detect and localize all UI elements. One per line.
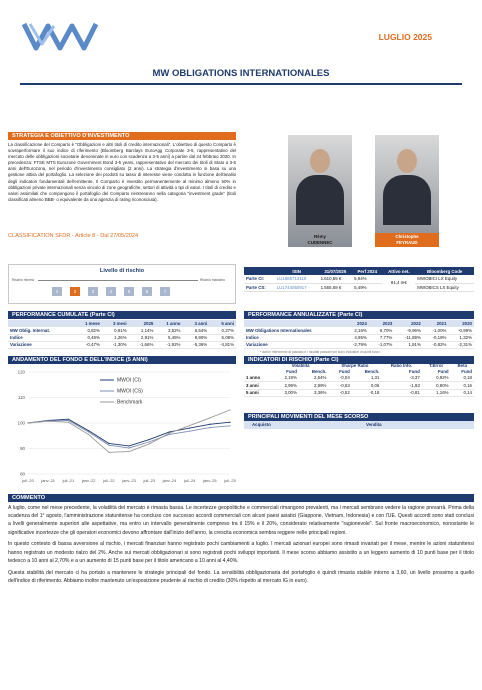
series-point bbox=[48, 421, 49, 422]
table-cell: -0,53 bbox=[328, 382, 351, 390]
series-point bbox=[108, 443, 109, 444]
table-cell: 5,08% bbox=[209, 334, 236, 341]
table-cell: 6,70% bbox=[369, 327, 395, 334]
logo-mark bbox=[20, 18, 100, 54]
column-header: 2021 bbox=[423, 320, 449, 327]
table-cell: -0,47% bbox=[74, 341, 102, 348]
table-cell: -2,79% bbox=[343, 341, 369, 348]
table-cell: 0,82% bbox=[74, 327, 102, 334]
table-cell: -0,99% bbox=[448, 327, 474, 334]
series-point bbox=[189, 431, 190, 432]
x-tick-label: juil.-23 bbox=[143, 478, 155, 483]
series-point bbox=[128, 445, 129, 446]
series-point bbox=[189, 425, 190, 426]
table-cell: -11,89% bbox=[394, 334, 423, 341]
row-label: Variazione bbox=[8, 341, 74, 348]
performance-chart bbox=[8, 364, 236, 488]
manager-name-2: Christophe FEYRAUD bbox=[375, 233, 439, 247]
column-header: Bench. bbox=[364, 368, 380, 374]
table-cell: 0,06 bbox=[352, 382, 382, 390]
table-cell: 1,91% bbox=[394, 341, 423, 348]
perf-value: 5,49% bbox=[352, 283, 382, 291]
row-label: MW Oblig. Internat. bbox=[8, 327, 74, 334]
table-row bbox=[244, 275, 474, 283]
table-row bbox=[8, 334, 236, 341]
table-cell: 2,99% bbox=[273, 382, 299, 390]
table-cell: 1,14% bbox=[129, 327, 156, 334]
table-cell: 2,91% bbox=[129, 334, 156, 341]
table-cell: 0,14 bbox=[451, 389, 474, 397]
share-class-table bbox=[244, 267, 474, 292]
table-cell: -0,52 bbox=[328, 389, 351, 397]
x-tick-label: janv.-22 bbox=[81, 478, 96, 483]
series-point bbox=[209, 424, 210, 425]
isin-code: LU1665713110 bbox=[275, 275, 319, 283]
table-cell: 1,31 bbox=[352, 374, 382, 382]
risk-level-5: 5 bbox=[124, 287, 134, 296]
column-group: Volatilità bbox=[291, 362, 310, 368]
past-performance-note: * dati in riferimento al passato e i risultati passati non sono indicatori di quelli futuri. bbox=[260, 350, 381, 354]
x-tick-label: janv.-23 bbox=[122, 478, 136, 483]
table-cell: 0,49% bbox=[74, 334, 102, 341]
series-point bbox=[88, 431, 89, 432]
table-cell: -1,93 bbox=[381, 382, 421, 390]
column-header bbox=[8, 320, 74, 327]
column-group: T.Error bbox=[429, 362, 444, 368]
sell-column-label: Vendita bbox=[366, 422, 382, 427]
manager-photo-1 bbox=[288, 135, 352, 247]
x-tick-label: juil.-21 bbox=[62, 478, 75, 483]
risk-level-7: 7 bbox=[160, 287, 170, 296]
x-tick-label: janv.-21 bbox=[41, 478, 55, 483]
column-header: 2025 bbox=[129, 320, 156, 327]
table-cell: -0,04 bbox=[328, 374, 351, 382]
column-header: Fund bbox=[409, 368, 420, 374]
risk-min-label: Rischio minimo bbox=[12, 278, 35, 282]
x-tick-label: juil.-22 bbox=[103, 478, 115, 483]
x-tick-label: juil.-20 bbox=[22, 478, 34, 483]
report-date: LUGLIO 2025 bbox=[378, 32, 432, 42]
risk-scale bbox=[52, 287, 182, 296]
nav-value: 1.565,68 € bbox=[319, 283, 353, 291]
column-group: Beta bbox=[457, 362, 468, 368]
series-point bbox=[209, 417, 210, 418]
cumulative-perf-heading: PERFORMANCE CUMULATE (Parte CI) bbox=[8, 311, 236, 319]
table-cell: 1,16% bbox=[422, 389, 451, 397]
comment-text bbox=[8, 504, 474, 589]
table-cell: 3,52% bbox=[155, 327, 182, 334]
series-point bbox=[88, 434, 89, 435]
bloomberg-code: MWOBICI LX Equity bbox=[415, 275, 474, 283]
series-point bbox=[169, 433, 170, 434]
bloomberg-code: MWOBICS LX Equity bbox=[415, 283, 474, 291]
row-label: MW Obligations Internationales bbox=[244, 327, 343, 334]
series-point bbox=[189, 428, 190, 429]
series-point bbox=[88, 430, 89, 431]
company-logo bbox=[20, 18, 100, 54]
legend-label: MWOI (CS) bbox=[117, 388, 143, 395]
share-class-label: Parte CI: bbox=[244, 275, 275, 283]
cumulative-perf-table bbox=[8, 320, 236, 349]
series-point bbox=[229, 425, 230, 426]
row-label: 1 anno bbox=[244, 374, 273, 382]
comment-paragraph: In questo contesto di bassa avversione al rischio, i mercati finanziari hanno registrato pochi cambiamenti a luglio. I mercati azionari europei sono rimasti invariati per il mese, mentre le azioni statunitensi hanno registrato un modesto rialzo del 2%. Anche sui mercati obbligazionari si sono registrati pochi sviluppi importanti. Il mese scorso abbiamo assistito a un leggero aumento di 10 punti base per il titolo tedesco a 10 anni al 2,70% e a un aumento di 15 punti base per il titolo americano a 10 anni al 4,40%. bbox=[8, 541, 474, 564]
table-cell: -1,66% bbox=[129, 341, 156, 348]
table-cell: -0,18% bbox=[423, 334, 449, 341]
series-point bbox=[229, 409, 230, 410]
risk-level-6: 6 bbox=[142, 287, 152, 296]
table-row bbox=[244, 283, 474, 291]
table-cell: -1,07% bbox=[369, 341, 395, 348]
column-header: Fund bbox=[461, 368, 472, 374]
isin-col-nav: 31/07/2025 bbox=[319, 267, 353, 275]
table-cell: 1,32% bbox=[448, 334, 474, 341]
table-row bbox=[244, 327, 474, 334]
table-cell: -2,31% bbox=[448, 341, 474, 348]
column-header: Fund bbox=[339, 368, 350, 374]
table-cell: -1,00% bbox=[423, 327, 449, 334]
series-point bbox=[229, 422, 230, 423]
y-tick-label: 100 bbox=[17, 420, 25, 426]
table-cell: 0,92% bbox=[422, 374, 451, 382]
column-group: Ratio Info. bbox=[390, 362, 413, 368]
chart-heading: ANDAMENTO DEL FONDO E DELL'INDICE (5 ANNI) bbox=[8, 356, 236, 364]
risk-level-4: 4 bbox=[106, 287, 116, 296]
table-cell: -0,82% bbox=[423, 341, 449, 348]
table-row bbox=[244, 374, 474, 382]
isin-col-perf: Perf 2024 bbox=[352, 267, 382, 275]
annualized-perf-heading: PERFORMANCE ANNUALIZZATE (Parte CI) bbox=[244, 311, 474, 319]
table-cell: -1,30% bbox=[102, 341, 129, 348]
column-header bbox=[244, 320, 343, 327]
risk-level-2: 2 bbox=[70, 287, 80, 296]
table-row bbox=[244, 341, 474, 348]
y-tick-label: 120 bbox=[17, 369, 25, 375]
table-cell: 5,45% bbox=[155, 334, 182, 341]
isin-code: LU1744050917 bbox=[275, 283, 319, 291]
share-class-label: Parte CS: bbox=[244, 283, 275, 291]
table-cell: 4,95% bbox=[343, 334, 369, 341]
table-cell: 0,18 bbox=[451, 374, 474, 382]
table-cell: 0,16 bbox=[451, 382, 474, 390]
table-row bbox=[244, 389, 474, 397]
table-cell: -1,92% bbox=[155, 341, 182, 348]
x-tick-label: juil.-24 bbox=[183, 478, 196, 483]
nav-value: 1.610,55 € bbox=[319, 275, 353, 283]
table-cell: 2,54% bbox=[299, 374, 329, 382]
series-point bbox=[108, 452, 109, 453]
table-cell: 3,00% bbox=[273, 389, 299, 397]
table-cell: -0,81 bbox=[381, 389, 421, 397]
column-header: 2020 bbox=[448, 320, 474, 327]
column-header: 3 anni bbox=[182, 320, 209, 327]
risk-indicators-table bbox=[244, 362, 474, 397]
table-cell: 2,99% bbox=[299, 382, 329, 390]
series-point bbox=[68, 419, 69, 420]
series-point bbox=[149, 441, 150, 442]
column-header: Bench. bbox=[311, 368, 327, 374]
x-tick-label: janv.-25 bbox=[203, 478, 217, 483]
comment-heading: COMMENTO bbox=[8, 494, 474, 502]
column-header: Fund bbox=[286, 368, 297, 374]
series-point bbox=[27, 422, 28, 423]
comment-paragraph: Questa stabilità del mercato ci ha portato a mantenere le strategie principali del fondo. La sensibilità obbligazionaria del portafoglio è quindi rimasta stabile intorno a 3,60, un livello prossimo a quello dell'indice di riferimento. Abbiamo inoltre mantenuto un'esposizione prudente al rischio di credito (30% rispetto al mercato IG in euro). bbox=[8, 569, 474, 584]
chart-svg bbox=[8, 364, 236, 488]
table-cell: 0,90% bbox=[422, 382, 451, 390]
isin-col-isin: ISIN bbox=[275, 267, 319, 275]
column-header: 5 anni bbox=[209, 320, 236, 327]
x-tick-label: juil.-25 bbox=[224, 478, 236, 483]
column-header: 3 mesi bbox=[102, 320, 129, 327]
risk-level-3: 3 bbox=[88, 287, 98, 296]
row-label: 3 anni bbox=[244, 382, 273, 390]
manager-name-1: Rémy CUDENNEC bbox=[307, 234, 333, 245]
isin-col-code: Bloomberg Code bbox=[415, 267, 474, 275]
table-cell: -4,81% bbox=[209, 341, 236, 348]
table-cell: 9,90% bbox=[182, 334, 209, 341]
y-tick-label: 90 bbox=[20, 446, 25, 451]
table-cell: 2,16% bbox=[343, 327, 369, 334]
table-row bbox=[244, 382, 474, 390]
column-header: 2023 bbox=[369, 320, 395, 327]
series-point bbox=[169, 431, 170, 432]
column-header: 2022 bbox=[394, 320, 423, 327]
risk-indicators-heading: INDICATORI DI RISCHIO (Parte CI) bbox=[244, 356, 474, 364]
annualized-perf-table bbox=[244, 320, 474, 349]
table-cell: -3,37 bbox=[381, 374, 421, 382]
table-cell: 0,27% bbox=[209, 327, 236, 334]
series-point bbox=[68, 422, 69, 423]
isin-col-assets: Attivo net. bbox=[382, 267, 415, 275]
table-cell: -5,36% bbox=[182, 341, 209, 348]
table-cell: 2,19% bbox=[273, 374, 299, 382]
row-label: Indice bbox=[8, 334, 74, 341]
column-header: 1 anno bbox=[155, 320, 182, 327]
risk-level-title: Livello di rischio bbox=[99, 268, 145, 274]
y-tick-label: 80 bbox=[20, 471, 25, 477]
net-assets-value: 81,4 m€ bbox=[382, 275, 415, 291]
series-point bbox=[149, 439, 150, 440]
table-row bbox=[244, 334, 474, 341]
strategy-text: La classificazione del Comparto è "Obbligazioni e altri titoli di credito internazionali". L'obiettivo di questo Comparto è sovraperformare il suo indice di riferimento (Bloomberg Barclays EuroAgg Corporate 3-5, rappresentativo del mercato delle obbligazioni societarie denominate in euro con scadenza a 3-5 anni) a partire dal 24 febbraio 2020. In precedenza: FTSE MTS Eurozone Government Bond 3-5 years, rappresentativo del mercato dei titoli di Stato a 3-5 anni dell'Eurozona, nel periodo d'investimento consigliato (2 anni). La strategia d'investimento si basa su una gestione attiva del portafoglio. La selezione dei prodotti su tasso di interesse viene condotta in funzione dell'analisi degli indicatori fondamentali dell'emittente. Il Comparto è investito permanentemente al minimo almeno 50% in obbligazioni private internazionali senza vincolo di zone geografiche, settori di attività o tipi di valori. I titoli di credito e valori assimilati che compongono il portafoglio del Comparto rientreranno nella categoria "investment grade" (titoli classificati almeno BBB- o equivalente da una agenzia di rating riconosciuta). bbox=[8, 142, 236, 202]
column-header: 1 mese bbox=[74, 320, 102, 327]
comment-paragraph: A luglio, come nel mese precedente, la volatilità del mercato è rimasta bassa. Le incertezze geopolitiche e commerciali rimangono prevalenti, ma i mercati sembrano vedere la ragione prevarrà. Prima della scadenza del 1° agosto, l'amministrazione statunitense ha concluso con successo accordi commerciali con alcuni paesi asiatici (Giappone, Vietnam, Indonesia) e con l'UE. Questi accordi sono stati conclusi a livelli generalmente superiori alle aspettative, ma entro un intervallo generalmente compreso tra il 15% e il 20%, considerato relativamente "ragionevole". Sul fronte macroeconomico, nonostante le significative incertezze che gli operatori economici devono affrontare dall'inizio dell'anno, la crescita economica sembra reggere nelle principali regioni. bbox=[8, 505, 474, 536]
table-cell: 6,54% bbox=[182, 327, 209, 334]
table-cell: 7,77% bbox=[369, 334, 395, 341]
x-tick-label: janv.-24 bbox=[162, 478, 177, 483]
risk-scale-line bbox=[38, 280, 198, 281]
risk-level-1: 1 bbox=[52, 287, 62, 296]
strategy-heading: STRATEGIA E OBIETTIVO D'INVESTIMENTO bbox=[8, 132, 236, 140]
row-label: 5 anni bbox=[244, 389, 273, 397]
perf-value: 5,94% bbox=[352, 275, 382, 283]
table-cell: 0,91% bbox=[102, 327, 129, 334]
series-point bbox=[149, 443, 150, 444]
movers-columns bbox=[244, 421, 474, 429]
movers-heading: PRINCIPALI MOVIMENTI DEL MESE SCORSO bbox=[244, 413, 474, 421]
series-point bbox=[128, 451, 129, 452]
risk-max-label: Rischio massimo bbox=[200, 278, 225, 282]
table-row bbox=[8, 327, 236, 334]
row-label: Variazione bbox=[244, 341, 343, 348]
series-point bbox=[128, 447, 129, 448]
table-cell: 1,26% bbox=[102, 334, 129, 341]
column-header: 2024 bbox=[343, 320, 369, 327]
series-point bbox=[68, 420, 69, 421]
series-point bbox=[108, 445, 109, 446]
series-point bbox=[169, 434, 170, 435]
sfdr-classification: CLASSIFICATION SFDR - Article 8 - Dal 27/05/2024 bbox=[8, 233, 139, 239]
series-point bbox=[209, 427, 210, 428]
table-row bbox=[8, 341, 236, 348]
y-tick-label: 110 bbox=[18, 395, 25, 400]
row-label: Indice bbox=[244, 334, 343, 341]
series-line-1 bbox=[28, 420, 230, 448]
legend-label: Benchmark bbox=[117, 399, 143, 406]
column-header: Fund bbox=[437, 368, 449, 374]
column-group: Sharpe Ratio bbox=[341, 362, 369, 368]
isin-col-blank bbox=[244, 267, 275, 275]
table-cell: -0,18 bbox=[352, 389, 382, 397]
buy-column-label: Acquisto bbox=[252, 422, 271, 427]
manager-photo-2 bbox=[375, 135, 439, 247]
legend-label: MWOI (CI) bbox=[117, 377, 141, 384]
fund-title: MW OBLIGATIONS INTERNATIONALES bbox=[152, 68, 330, 79]
table-cell: -9,96% bbox=[394, 327, 423, 334]
title-divider bbox=[20, 83, 462, 85]
table-cell: 3,36% bbox=[299, 389, 329, 397]
